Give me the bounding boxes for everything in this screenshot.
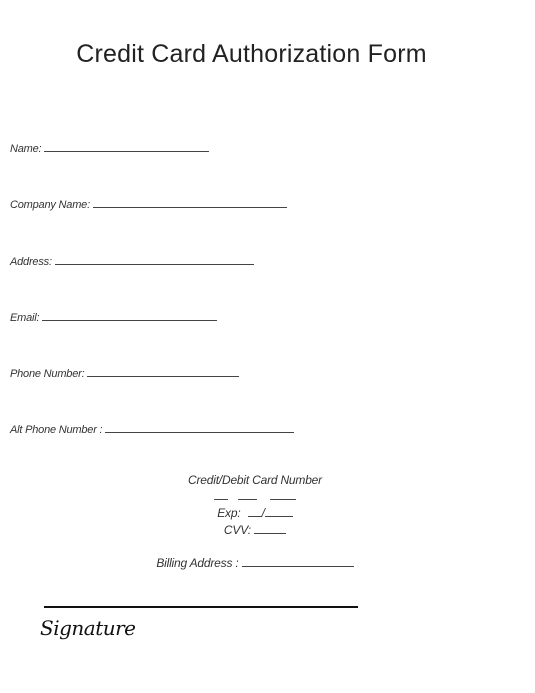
email-label: Email: (10, 312, 40, 324)
email-input-line[interactable] (42, 311, 217, 321)
company-name-label: Company Name: (10, 199, 90, 211)
email-field (10, 311, 217, 324)
address-field (10, 255, 254, 268)
alt-phone-number-field (10, 423, 294, 436)
card-number-lines (0, 489, 510, 503)
exp-month-line[interactable] (248, 507, 262, 517)
signature-label: Signature (40, 616, 136, 640)
address-label: Address: (10, 256, 52, 268)
name-input-line[interactable] (44, 142, 209, 152)
card-number-line-3[interactable] (270, 490, 296, 500)
cvv-input-line[interactable] (254, 524, 286, 534)
company-name-input-line[interactable] (93, 198, 287, 208)
company-name-field (10, 198, 287, 211)
billing-address-label: Billing Address : (156, 556, 239, 570)
name-label: Name: (10, 143, 42, 155)
billing-address-field (0, 556, 510, 570)
name-field (10, 142, 209, 155)
exp-year-line[interactable] (265, 507, 293, 517)
alt-phone-number-input-line[interactable] (105, 423, 294, 433)
phone-number-field (10, 367, 239, 380)
cvv-label: CVV: (223, 523, 251, 537)
page-title: Credit Card Authorization Form (76, 40, 427, 68)
phone-number-label: Phone Number: (10, 368, 85, 380)
exp-separator: / (261, 506, 265, 520)
exp-label: Exp: (217, 506, 241, 520)
cvv-field (0, 523, 510, 537)
phone-number-input-line[interactable] (87, 367, 239, 377)
exp-field (0, 506, 510, 520)
card-number-line-1[interactable] (214, 490, 228, 500)
billing-address-input-line[interactable] (242, 557, 354, 567)
signature-line[interactable] (44, 606, 358, 608)
address-input-line[interactable] (55, 255, 254, 265)
card-number-heading: Credit/Debit Card Number (188, 473, 322, 487)
alt-phone-number-label: Alt Phone Number : (10, 424, 103, 436)
card-number-line-2[interactable] (238, 490, 257, 500)
